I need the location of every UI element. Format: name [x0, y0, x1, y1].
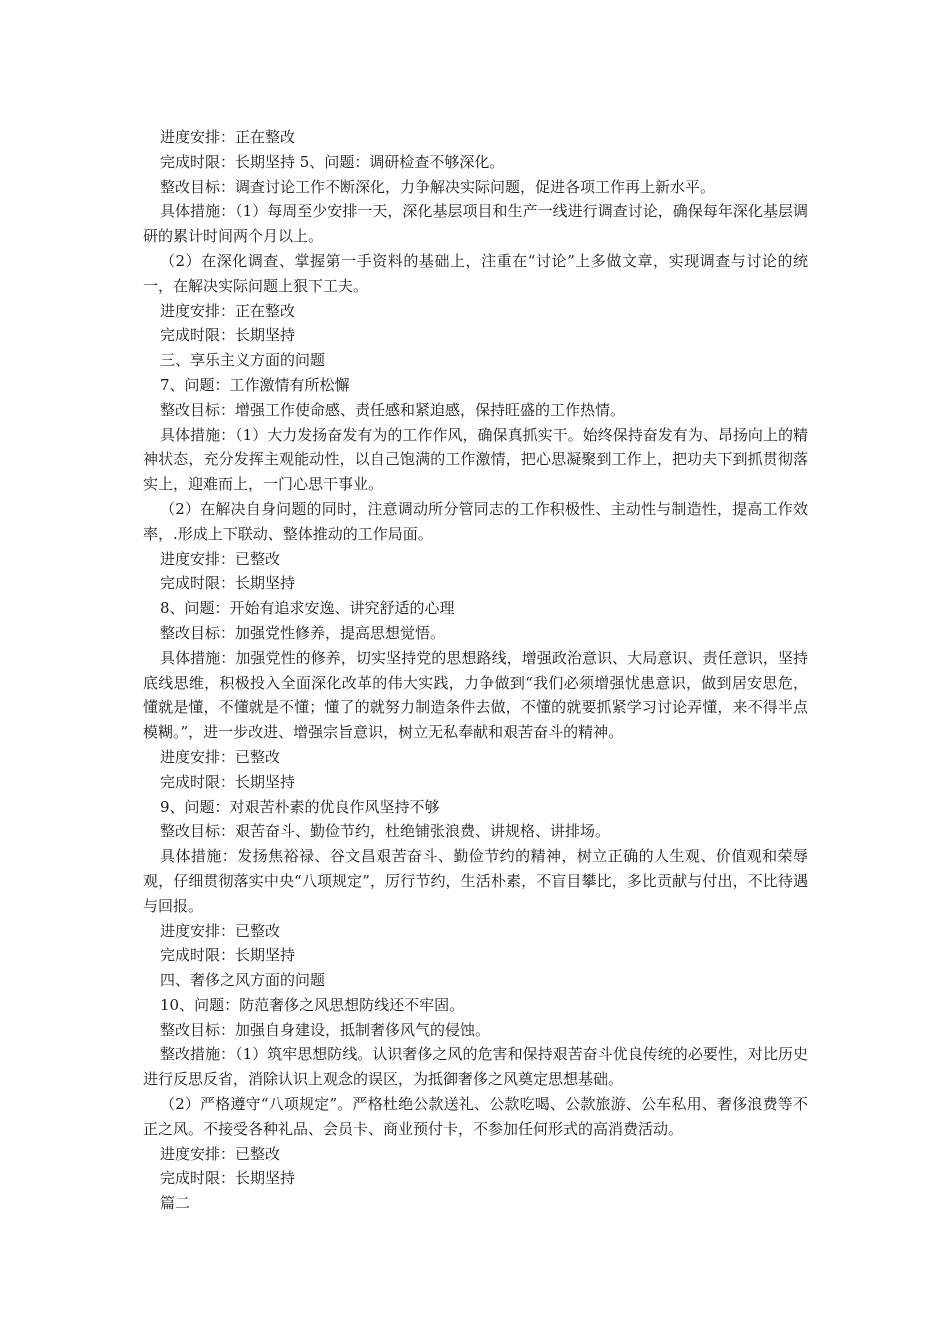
paragraph: 7、问题：工作激情有所松懈 — [160, 375, 350, 394]
paragraph: 整改目标：增强工作使命感、责任感和紧迫感，保持旺盛的工作热情。 — [160, 400, 626, 419]
paragraph: 10、问题：防范奢侈之风思想防线还不牢固。 — [160, 995, 465, 1014]
paragraph: 进度安排：已整改 — [160, 549, 281, 568]
paragraph: 整改目标：加强党性修养，提高思想觉悟。 — [160, 623, 446, 642]
paragraph: （2）在解决自身问题的同时，注意调动所分管同志的工作积极性、主动性与制造性，提高工作效率，.形成上下联动、整体推动的工作局面。 — [143, 499, 808, 543]
paragraph: 整改目标：加强自身建设，抵制奢侈风气的侵蚀。 — [160, 1020, 491, 1039]
paragraph: 三、享乐主义方面的问题 — [160, 351, 326, 370]
document-body — [143, 125, 808, 1216]
paragraph: 整改目标：调查讨论工作不断深化，力争解决实际问题，促进各项工作再上新水平。 — [160, 177, 716, 196]
paragraph: 8、问题：开始有追求安逸、讲究舒适的心理 — [160, 599, 455, 618]
paragraph: 具体措施：（1）每周至少安排一天，深化基层项目和生产一线进行调查讨论，确保每年深化基层调研的累计时间两个月以上。 — [143, 202, 808, 246]
paragraph: 完成时限：长期坚持 — [160, 772, 296, 791]
paragraph: 四、奢侈之风方面的问题 — [160, 971, 326, 990]
paragraph: 篇二 — [160, 1194, 191, 1213]
paragraph: 进度安排：已整改 — [160, 921, 281, 940]
paragraph: 整改措施：（1）筑牢思想防线。认识奢侈之风的危害和保持艰苦奋斗优良传统的必要性，对比历史进行反思反省，消除认识上观念的误区，为抵御奢侈之风奠定思想基础。 — [143, 1045, 808, 1089]
paragraph: 整改目标：艰苦奋斗、勤俭节约，杜绝铺张浪费、讲规格、讲排场。 — [160, 822, 611, 841]
paragraph: 具体措施：加强党性的修养，切实坚持党的思想路线，增强政治意识、大局意识、责任意识，坚持底线思维，积极投入全面深化改革的伟大实践，力争做到“我们必须增强忧患意识，做到居安思危，懂就是懂，不懂就是不懂；懂了的就努力制造条件去做，不懂的就要抓紧学习讨论弄懂，来不得半点模糊。”，进一步改进、增强宗旨意识，树立无私奉献和艰苦奋斗的精神。 — [143, 648, 808, 742]
paragraph: 进度安排：已整改 — [160, 747, 281, 766]
paragraph: 9、问题：对艰苦朴素的优良作风坚持不够 — [160, 797, 440, 816]
paragraph: （2）严格遵守“八项规定”。严格杜绝公款送礼、公款吃喝、公款旅游、公车私用、奢侈浪费等不正之风。不接受各种礼品、会员卡、商业预付卡，不参加任何形式的高消费活动。 — [143, 1095, 808, 1138]
paragraph: 完成时限：长期坚持 — [160, 326, 296, 345]
paragraph: （2）在深化调查、掌握第一手资料的基础上，注重在“讨论”上多做文章，实现调查与讨论的统一，在解决实际问题上狠下工夫。 — [143, 251, 808, 295]
paragraph: 进度安排：正在整改 — [160, 128, 296, 146]
paragraph: 完成时限：长期坚持 — [160, 574, 296, 593]
paragraph: 进度安排：正在整改 — [160, 301, 296, 320]
paragraph: 完成时限：长期坚持 — [160, 1169, 296, 1188]
paragraph: 具体措施：（1）大力发扬奋发有为的工作作风，确保真抓实干。始终保持奋发有为、昂扬向上的精神状态，充分发挥主观能动性，以自己饱满的工作激情，把心思凝聚到工作上，把功夫下到抓贯彻落实上，迎难而上，一门心思干事业。 — [143, 425, 808, 494]
paragraph: 具体措施：发扬焦裕禄、谷文昌艰苦奋斗、勤俭节约的精神，树立正确的人生观、价值观和荣辱观，仔细贯彻落实中央“八项规定”，厉行节约，生活朴素，不盲目攀比，多比贡献与付出，不比待遇与回报。 — [143, 847, 808, 915]
paragraph: 完成时限：长期坚持 — [160, 946, 296, 965]
paragraph: 进度安排：已整改 — [160, 1144, 281, 1163]
paragraph: 完成时限：长期坚持 5、问题：调研检查不够深化。 — [160, 152, 505, 171]
